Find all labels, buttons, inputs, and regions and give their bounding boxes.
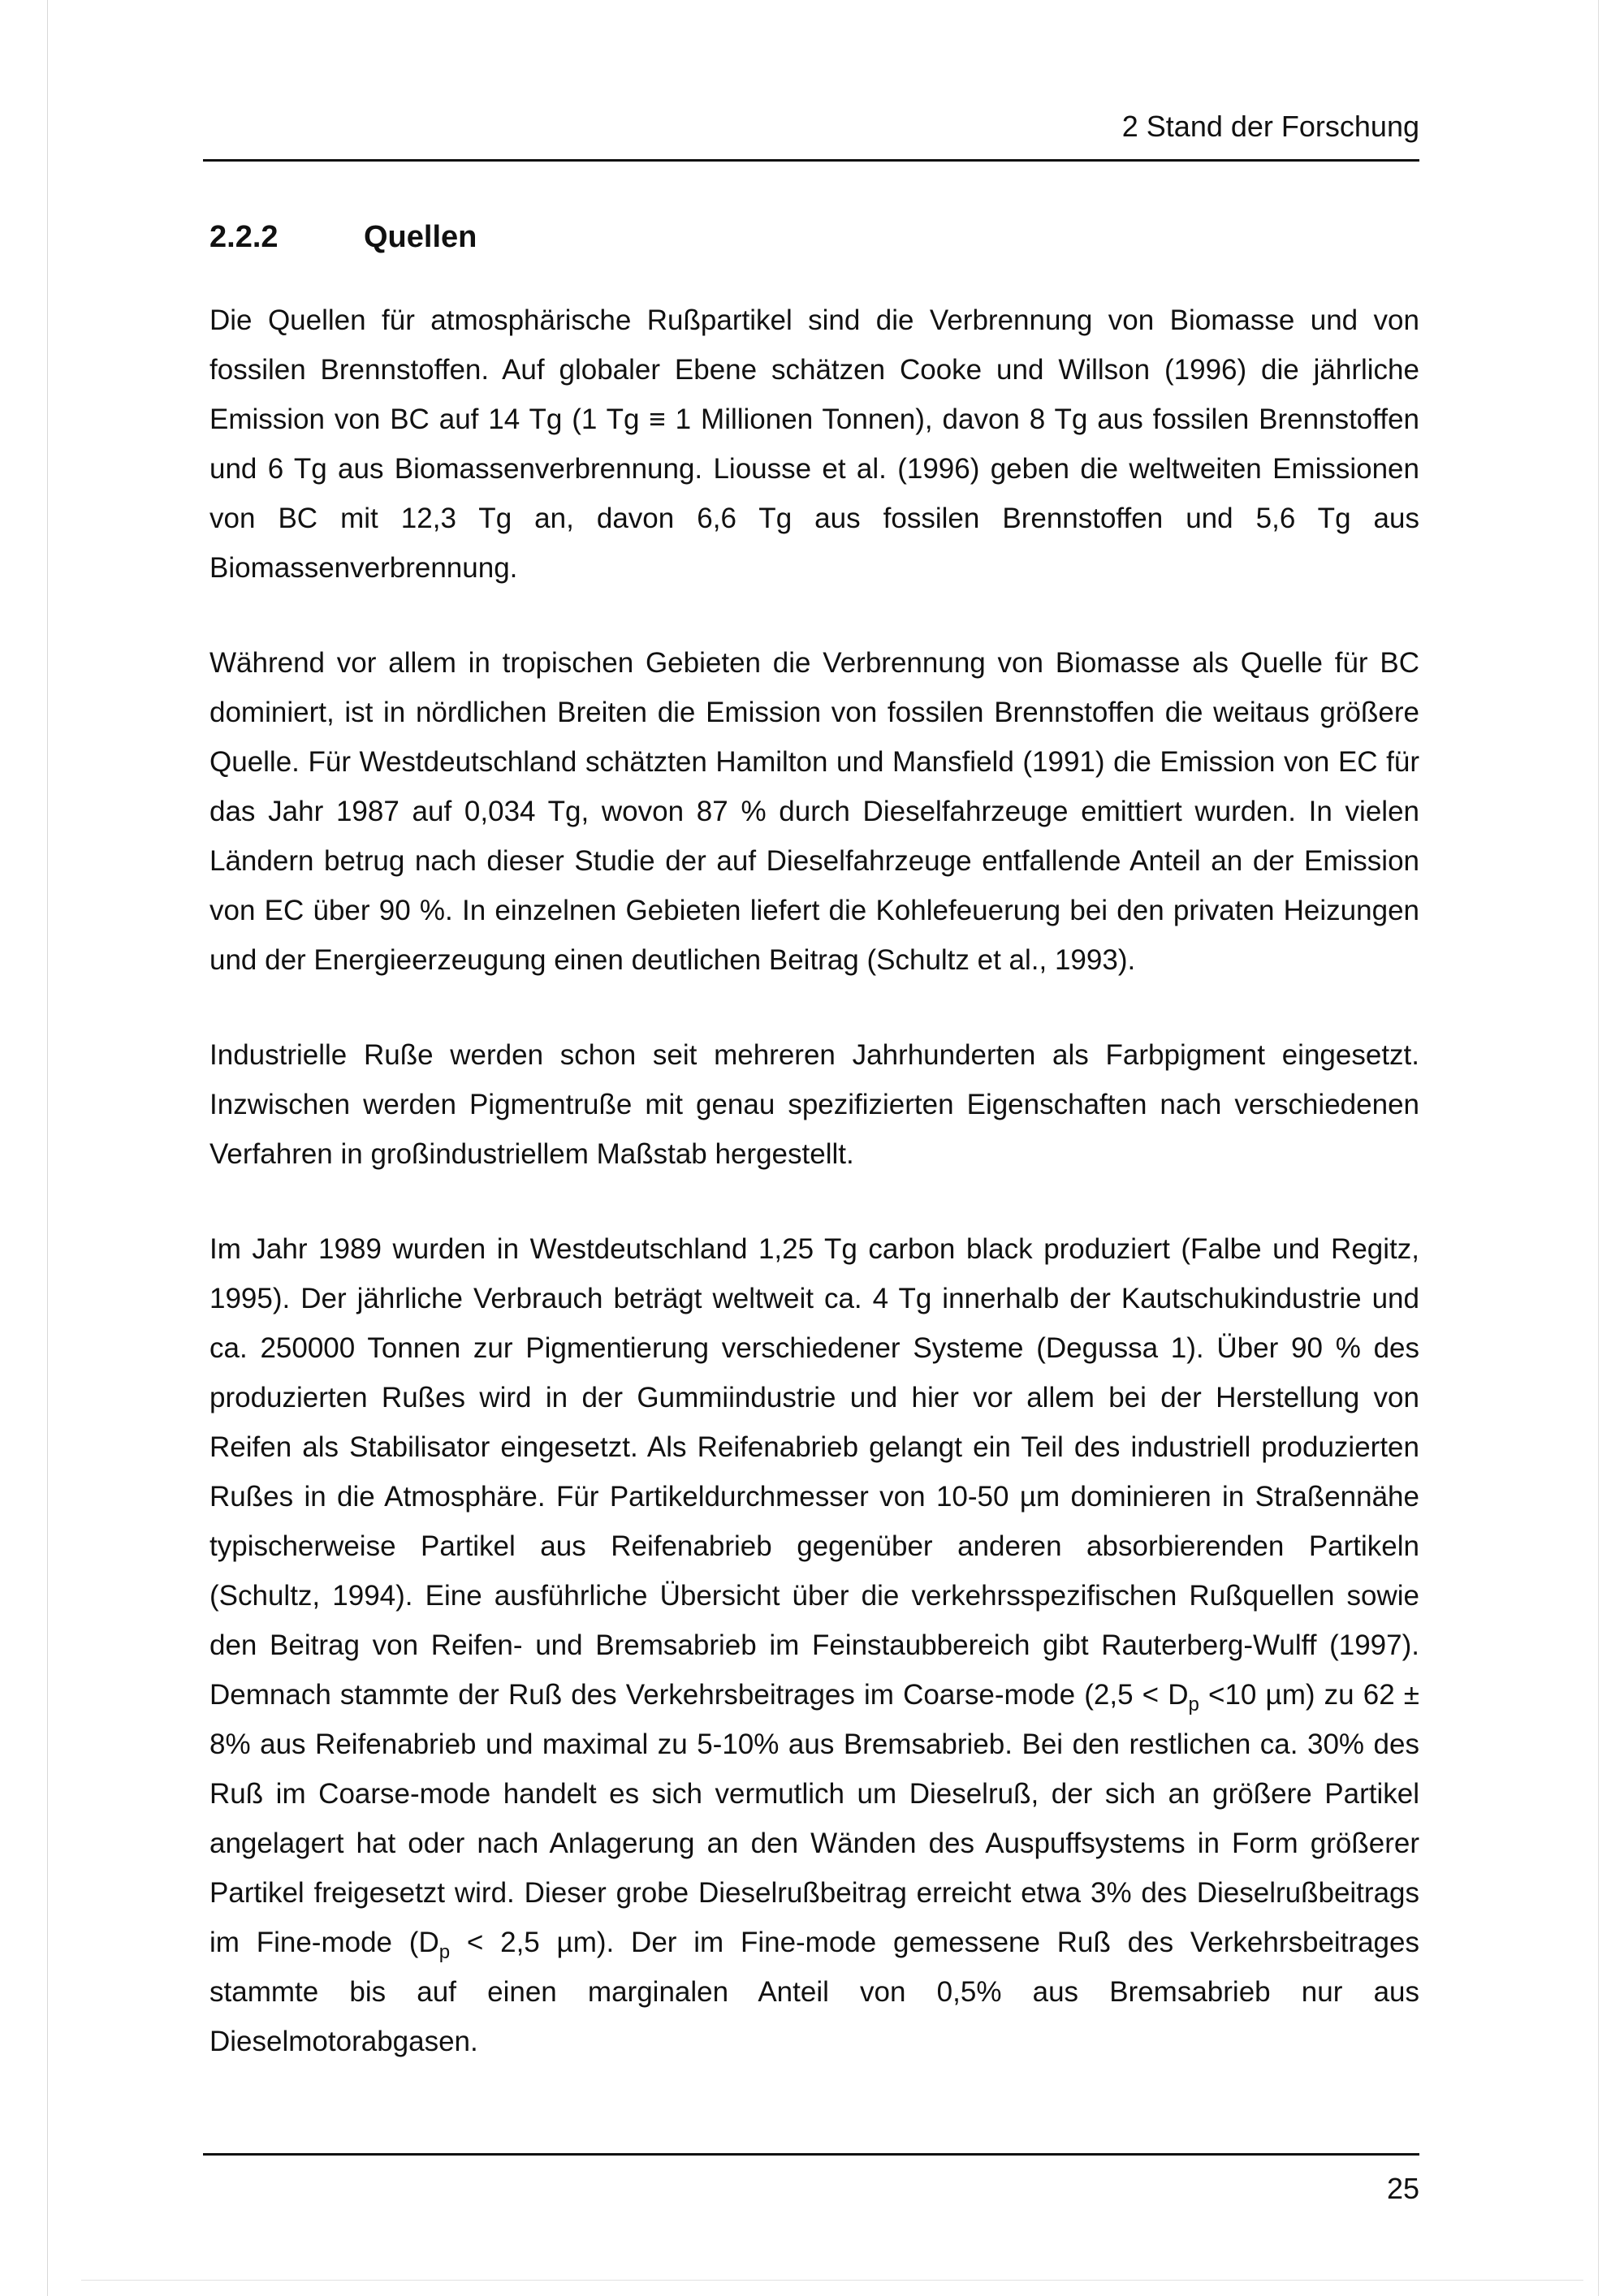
scan-edge-bottom xyxy=(81,2280,1583,2281)
paragraph-4-part-3: < 2,5 µm). Der im Fine-mode gemessene Ruß des Verkehrsbeitrages stammte bis auf einen marginalen Anteil von 0,5% aus Bremsabrieb nur aus Dieselmotorabgasen. xyxy=(209,1927,1419,2057)
running-header: 2 Stand der Forschung xyxy=(1121,110,1419,143)
paragraph-2: Während vor allem in tropischen Gebieten die Verbrennung von Biomasse als Quelle für BC dominiert, ist in nördlichen Breiten die Emission von fossilen Brennstoffen die weitaus größere Quelle. Für Westdeutschland schätzten Hamilton und Mansfield (1991) die Emission von EC für das Jahr 1987 auf 0,034 Tg, wovon 87 % durch Dieselfahrzeuge emittiert wurden. In vielen Ländern betrug nach dieser Studie der auf Dieselfahrzeuge entfallende Anteil an der Emission von EC über 90 %. In einzelnen Gebieten liefert die Kohlefeuerung bei den privaten Heizungen und der Energieerzeugung einen deutlichen Beitrag (Schultz et al., 1993). xyxy=(209,647,1419,976)
body-text xyxy=(209,296,1419,2112)
page-number: 25 xyxy=(1386,2172,1419,2205)
header-rule xyxy=(203,159,1419,162)
paragraph-4-part-1: Im Jahr 1989 wurden in Westdeutschland 1,25 Tg carbon black produziert (Falbe und Regitz, 1995). Der jährliche Verbrauch beträgt weltweit ca. 4 Tg innerhalb der Kautschukindustrie und ca. 250000 Tonnen zur Pigmentierung verschiedener Systeme (Degussa 1). Über 90 % des produzierten Rußes wird in der Gummiindustrie und hier vor allem bei der Herstellung von Reifen als Stabilisator eingesetzt. Als Reifenabrieb gelangt ein Teil des industriell produzierten Rußes in die Atmosphäre. Für Partikeldurchmesser von 10-50 µm dominieren in Straßennähe typischerweise Partikel aus Reifenabrieb gegenüber anderen absorbierenden Partikeln (Schultz, 1994). Eine ausführliche Übersicht über die verkehrsspezifischen Rußquellen sowie den Beitrag von Reifen- und Bremsabrieb im Feinstaubbereich gibt Rauterberg-Wulff (1997). Demnach stammte der Ruß des Verkehrsbeitrages im Coarse-mode (2,5 < D xyxy=(209,1233,1419,1711)
paragraph-1: Die Quellen für atmosphärische Rußpartikel sind die Verbrennung von Biomasse und von fossilen Brennstoffen. Auf globaler Ebene schätzen Cooke und Willson (1996) die jährliche Emission von BC auf 14 Tg (1 Tg ≡ 1 Millionen Tonnen), davon 8 Tg aus fossilen Brennstoffen und 6 Tg aus Biomassenverbrennung. Liousse et al. (1996) geben die weltweiten Emissionen von BC mit 12,3 Tg an, davon 6,6 Tg aus fossilen Brennstoffen und 5,6 Tg aus Biomassenverbrennung. xyxy=(209,304,1419,584)
section-heading xyxy=(209,219,477,255)
subscript-p-2: p xyxy=(438,1941,451,1963)
paragraph-4 xyxy=(209,1224,1419,2066)
section-title: Quellen xyxy=(364,220,477,254)
subscript-p-1: p xyxy=(1188,1694,1199,1716)
paragraph-3: Industrielle Ruße werden schon seit mehreren Jahrhunderten als Farbpigment eingesetzt. Inzwischen werden Pigmentruße mit genau spezifizierten Eigenschaften nach verschiedenen Verfahren in großindustriellem Maßstab hergestellt. xyxy=(209,1039,1419,1170)
section-number: 2.2.2 xyxy=(209,220,279,254)
scan-edge-left xyxy=(47,0,48,2296)
scan-edge-right xyxy=(1598,0,1599,2296)
paragraph-4-part-2: <10 µm) zu 62 ± 8% aus Reifenabrieb und maximal zu 5-10% aus Bremsabrieb. Bei den restlichen ca. 30% des Ruß im Coarse-mode handelt es sich vermutlich um Dieselruß, der sich an größere Partikel angelagert hat oder nach Anlagerung an den Wänden des Auspuffsystems in Form größerer Partikel freigesetzt wird. Dieser grobe Dieselrußbeitrag erreicht etwa 3% des Dieselrußbeitrags im Fine-mode (D xyxy=(209,1679,1419,1958)
footer-rule xyxy=(203,2153,1419,2156)
